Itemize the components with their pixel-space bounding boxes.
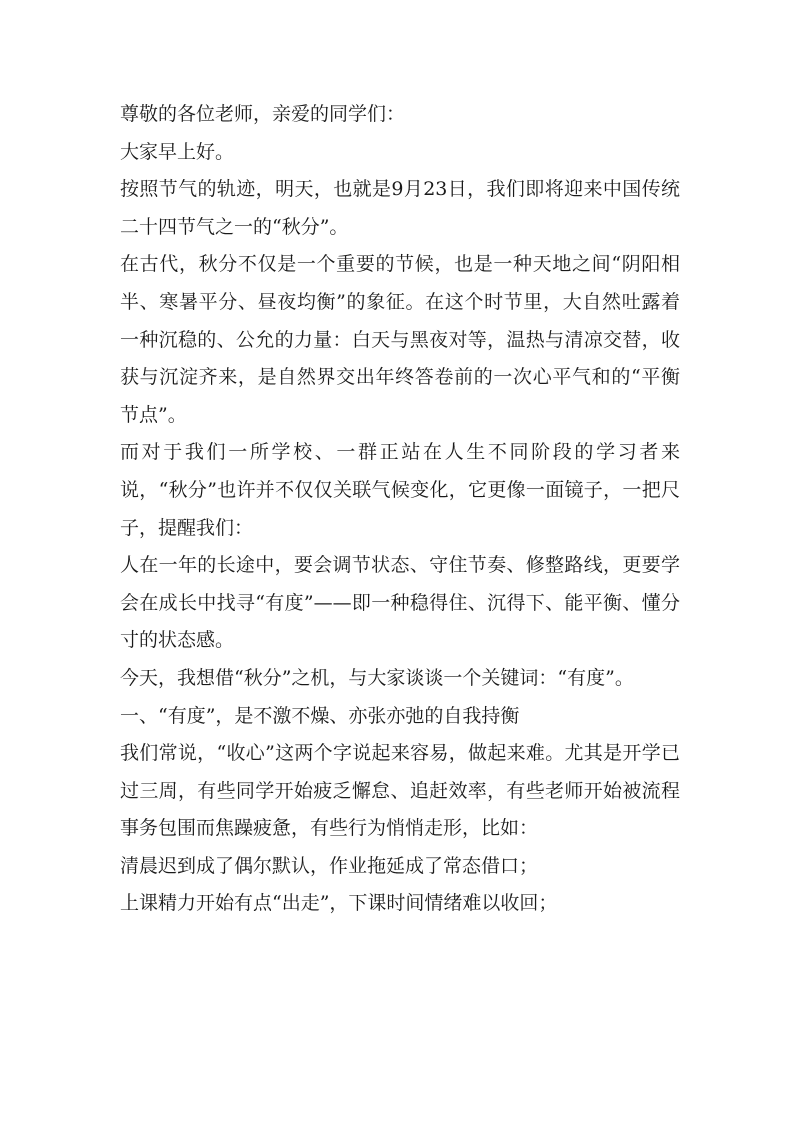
paragraph-keyword: 今天，我想借“秋分”之机，与大家谈谈一个关键词：“有度”。 [120,666,634,689]
salutation: 尊敬的各位老师，亲爱的同学们： [120,103,406,125]
paragraph-focus: 我们常说，“收心”这两个字说起来容易，做起来难。尤其是开学已过三周，有些同学开始疲乏懈怠、追赶效率，有些老师开始被流程事务包围而焦躁疲惫，有些行为悄悄走形，比如： [120,742,680,840]
paragraph-intro: 按照节气的轨迹，明天，也就是9月23日，我们即将迎来中国传统二十四节气之一的“秋分”。 [120,178,680,238]
document-body [120,96,680,923]
list-item-lateness: 清晨迟到成了偶尔默认，作业拖延成了常态借口； [120,854,539,877]
paragraph-ancient-meaning: 在古代，秋分不仅是一个重要的节候，也是一种天地之间“阴阳相半、寒暑平分、昼夜均衡”的象征。在这个时节里，大自然吐露着一种沉稳的、公允的力量：白天与黑夜对等，温热与清凉交替，收获与沉淀齐来，是自然界交出年终答卷前的一次心平气和的“平衡节点”。 [120,253,680,426]
greeting: 大家早上好。 [120,140,235,163]
paragraph-school-reflection: 而对于我们一所学校、一群正站在人生不同阶段的学习者来说，“秋分”也许并不仅仅关联气候变化，它更像一面镜子，一把尺子，提醒我们： [120,441,680,539]
list-item-attention: 上课精力开始有点“出走”，下课时间情绪难以收回； [120,892,558,915]
paragraph-balance: 人在一年的长途中，要会调节状态、守住节奏、修整路线，更要学会在成长中找寻“有度”——即一种稳得住、沉得下、能平衡、懂分寸的状态感。 [120,554,680,652]
section-heading-1: 一、“有度”，是不激不燥、亦张亦弛的自我持衡 [120,704,520,727]
